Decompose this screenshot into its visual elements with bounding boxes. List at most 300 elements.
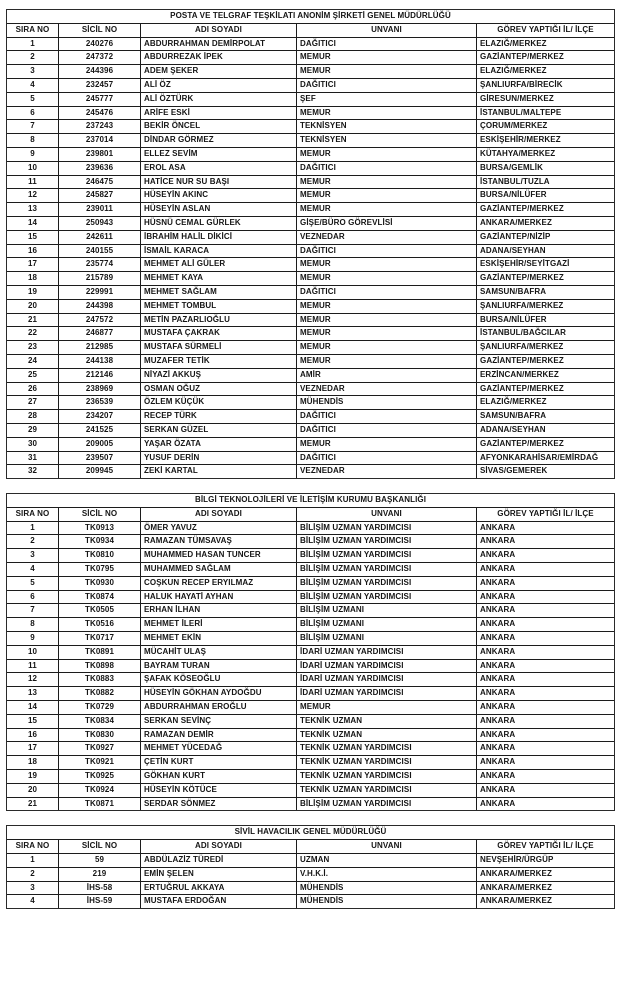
cell-sicil-no: 59 — [59, 854, 141, 868]
cell-unvani: TEKNİSYEN — [297, 134, 477, 148]
cell-gorev-il-ilce: GAZİANTEP/MERKEZ — [477, 382, 615, 396]
cell-gorev-il-ilce: ANKARA/MERKEZ — [477, 895, 615, 909]
cell-gorev-il-ilce: GAZİANTEP/MERKEZ — [477, 354, 615, 368]
table-row — [7, 714, 615, 728]
cell-sicil-no: TK0927 — [59, 742, 141, 756]
cell-sira-no: 2 — [7, 51, 59, 65]
table-row — [7, 161, 615, 175]
cell-sicil-no: 238969 — [59, 382, 141, 396]
cell-unvani: MÜHENDİS — [297, 881, 477, 895]
cell-unvani: MEMUR — [297, 175, 477, 189]
cell-sicil-no: 219 — [59, 867, 141, 881]
cell-sicil-no: 229991 — [59, 285, 141, 299]
cell-sira-no: 21 — [7, 313, 59, 327]
table-row — [7, 645, 615, 659]
cell-sicil-no: 239636 — [59, 161, 141, 175]
cell-sira-no: 7 — [7, 604, 59, 618]
cell-gorev-il-ilce: ANKARA — [477, 618, 615, 632]
cell-gorev-il-ilce: GAZİANTEP/MERKEZ — [477, 272, 615, 286]
cell-unvani: MEMUR — [297, 189, 477, 203]
cell-sicil-no: TK0874 — [59, 590, 141, 604]
cell-sicil-no: 245827 — [59, 189, 141, 203]
cell-sicil-no: 235774 — [59, 258, 141, 272]
cell-unvani: İDARİ UZMAN YARDIMCISI — [297, 645, 477, 659]
cell-gorev-il-ilce: ANKARA — [477, 576, 615, 590]
cell-unvani: BİLİŞİM UZMAN YARDIMCISI — [297, 535, 477, 549]
cell-adi-soyadi: METİN PAZARLIOĞLU — [141, 313, 297, 327]
column-header-adi-soyadi: ADI SOYADI — [141, 840, 297, 854]
cell-adi-soyadi: ZEKİ KARTAL — [141, 465, 297, 479]
cell-sira-no: 17 — [7, 742, 59, 756]
cell-sira-no: 3 — [7, 65, 59, 79]
cell-sicil-no: 215789 — [59, 272, 141, 286]
cell-sicil-no: 245777 — [59, 92, 141, 106]
cell-sicil-no: 212985 — [59, 341, 141, 355]
cell-sira-no: 26 — [7, 382, 59, 396]
table-row — [7, 327, 615, 341]
cell-unvani: TEKNİK UZMAN — [297, 714, 477, 728]
cell-sicil-no: 247372 — [59, 51, 141, 65]
cell-unvani: BİLİŞİM UZMANI — [297, 632, 477, 646]
table-row — [7, 65, 615, 79]
cell-unvani: VEZNEDAR — [297, 465, 477, 479]
cell-gorev-il-ilce: ANKARA — [477, 645, 615, 659]
cell-adi-soyadi: COŞKUN RECEP ERYILMAZ — [141, 576, 297, 590]
cell-gorev-il-ilce: BURSA/GEMLİK — [477, 161, 615, 175]
cell-sicil-no: TK0925 — [59, 770, 141, 784]
cell-unvani: İDARİ UZMAN YARDIMCISI — [297, 659, 477, 673]
table-ptt-genel-mudurlugu — [6, 9, 615, 479]
cell-sicil-no: 212146 — [59, 368, 141, 382]
cell-unvani: V.H.K.İ. — [297, 867, 477, 881]
cell-sicil-no: TK0505 — [59, 604, 141, 618]
cell-unvani: TEKNİK UZMAN — [297, 728, 477, 742]
cell-unvani: MEMUR — [297, 313, 477, 327]
cell-gorev-il-ilce: ANKARA — [477, 632, 615, 646]
table-row — [7, 881, 615, 895]
cell-gorev-il-ilce: BURSA/NİLÜFER — [477, 313, 615, 327]
cell-unvani: BİLİŞİM UZMAN YARDIMCISI — [297, 563, 477, 577]
table-row — [7, 189, 615, 203]
cell-unvani: GİŞE/BÜRO GÖREVLİSİ — [297, 216, 477, 230]
cell-sicil-no: TK0921 — [59, 756, 141, 770]
cell-unvani: DAĞITICI — [297, 451, 477, 465]
table-row — [7, 563, 615, 577]
cell-sira-no: 5 — [7, 576, 59, 590]
table-row — [7, 770, 615, 784]
table-row — [7, 313, 615, 327]
column-header-sicil-no: SİCİL NO — [59, 840, 141, 854]
cell-unvani: AMİR — [297, 368, 477, 382]
table-row — [7, 854, 615, 868]
cell-sicil-no: TK0871 — [59, 797, 141, 811]
cell-sicil-no: TK0516 — [59, 618, 141, 632]
cell-sira-no: 23 — [7, 341, 59, 355]
cell-unvani: DAĞITICI — [297, 285, 477, 299]
table-row — [7, 285, 615, 299]
cell-adi-soyadi: ABDURREZAK İPEK — [141, 51, 297, 65]
table-row — [7, 783, 615, 797]
table-row — [7, 701, 615, 715]
cell-adi-soyadi: ADEM ŞEKER — [141, 65, 297, 79]
table-row — [7, 299, 615, 313]
cell-sira-no: 17 — [7, 258, 59, 272]
table-row — [7, 673, 615, 687]
column-header-sira-no: SIRA NO — [7, 840, 59, 854]
table-row — [7, 437, 615, 451]
column-header-unvani: UNVANI — [297, 840, 477, 854]
cell-adi-soyadi: YUSUF DERİN — [141, 451, 297, 465]
cell-sicil-no: TK0934 — [59, 535, 141, 549]
table-row — [7, 590, 615, 604]
cell-unvani: MEMUR — [297, 51, 477, 65]
cell-unvani: MEMUR — [297, 341, 477, 355]
cell-adi-soyadi: HÜSNÜ CEMAL GÜRLEK — [141, 216, 297, 230]
header-row — [7, 23, 615, 37]
cell-unvani: DAĞITICI — [297, 410, 477, 424]
cell-unvani: MEMUR — [297, 147, 477, 161]
cell-adi-soyadi: İSMAİL KARACA — [141, 244, 297, 258]
cell-sira-no: 13 — [7, 203, 59, 217]
cell-gorev-il-ilce: ANKARA — [477, 590, 615, 604]
table-sivil-havacilik — [6, 825, 615, 909]
header-row — [7, 840, 615, 854]
cell-sicil-no: İHS-59 — [59, 895, 141, 909]
cell-sicil-no: 242611 — [59, 230, 141, 244]
cell-sira-no: 32 — [7, 465, 59, 479]
cell-gorev-il-ilce: ANKARA — [477, 770, 615, 784]
cell-sira-no: 20 — [7, 783, 59, 797]
column-header-unvani: UNVANI — [297, 23, 477, 37]
cell-adi-soyadi: MUSTAFA SÜRMELİ — [141, 341, 297, 355]
cell-sira-no: 16 — [7, 244, 59, 258]
cell-adi-soyadi: SERKAN SEVİNÇ — [141, 714, 297, 728]
column-header-gorev-il-ilce: GÖREV YAPTIĞI İL/ İLÇE — [477, 840, 615, 854]
cell-sira-no: 16 — [7, 728, 59, 742]
cell-adi-soyadi: RECEP TÜRK — [141, 410, 297, 424]
cell-sira-no: 19 — [7, 770, 59, 784]
table-row — [7, 120, 615, 134]
cell-unvani: DAĞITICI — [297, 161, 477, 175]
cell-unvani: MEMUR — [297, 272, 477, 286]
cell-sira-no: 8 — [7, 134, 59, 148]
cell-sira-no: 10 — [7, 161, 59, 175]
table-row — [7, 272, 615, 286]
cell-adi-soyadi: ABDÜLAZİZ TÜREDİ — [141, 854, 297, 868]
cell-adi-soyadi: ABDURRAHMAN EROĞLU — [141, 701, 297, 715]
cell-adi-soyadi: MUSTAFA ERDOĞAN — [141, 895, 297, 909]
cell-sira-no: 22 — [7, 327, 59, 341]
table-row — [7, 687, 615, 701]
cell-unvani: MEMUR — [297, 258, 477, 272]
cell-sicil-no: İHS-58 — [59, 881, 141, 895]
cell-sicil-no: 246877 — [59, 327, 141, 341]
cell-gorev-il-ilce: ESKİŞEHİR/SEYİTGAZİ — [477, 258, 615, 272]
cell-sicil-no: 232457 — [59, 78, 141, 92]
cell-gorev-il-ilce: GAZİANTEP/MERKEZ — [477, 51, 615, 65]
cell-adi-soyadi: MUHAMMED HASAN TUNCER — [141, 549, 297, 563]
cell-gorev-il-ilce: AFYONKARAHİSAR/EMİRDAĞ — [477, 451, 615, 465]
cell-adi-soyadi: ÖMER YAVUZ — [141, 521, 297, 535]
table-row — [7, 203, 615, 217]
cell-sira-no: 25 — [7, 368, 59, 382]
cell-sicil-no: 209945 — [59, 465, 141, 479]
table-row — [7, 244, 615, 258]
cell-gorev-il-ilce: ANKARA — [477, 742, 615, 756]
cell-gorev-il-ilce: SİVAS/GEMEREK — [477, 465, 615, 479]
cell-unvani: İDARİ UZMAN YARDIMCISI — [297, 687, 477, 701]
table-row — [7, 423, 615, 437]
column-header-adi-soyadi: ADI SOYADI — [141, 507, 297, 521]
cell-adi-soyadi: SERDAR SÖNMEZ — [141, 797, 297, 811]
cell-sira-no: 4 — [7, 895, 59, 909]
table-row — [7, 756, 615, 770]
cell-sicil-no: 209005 — [59, 437, 141, 451]
cell-unvani: MEMUR — [297, 106, 477, 120]
cell-sira-no: 7 — [7, 120, 59, 134]
cell-adi-soyadi: MÜCAHİT ULAŞ — [141, 645, 297, 659]
cell-sira-no: 30 — [7, 437, 59, 451]
cell-sicil-no: 239011 — [59, 203, 141, 217]
cell-unvani: VEZNEDAR — [297, 382, 477, 396]
cell-adi-soyadi: ERTUĞRUL AKKAYA — [141, 881, 297, 895]
column-header-gorev-il-ilce: GÖREV YAPTIĞI İL/ İLÇE — [477, 507, 615, 521]
cell-sira-no: 14 — [7, 216, 59, 230]
cell-sira-no: 21 — [7, 797, 59, 811]
cell-unvani: MEMUR — [297, 299, 477, 313]
table-row — [7, 465, 615, 479]
cell-sira-no: 13 — [7, 687, 59, 701]
cell-unvani: TEKNİK UZMAN YARDIMCISI — [297, 770, 477, 784]
table-row — [7, 175, 615, 189]
cell-gorev-il-ilce: SAMSUN/BAFRA — [477, 410, 615, 424]
cell-unvani: MEMUR — [297, 437, 477, 451]
cell-unvani: TEKNİK UZMAN YARDIMCISI — [297, 756, 477, 770]
cell-gorev-il-ilce: ANKARA — [477, 659, 615, 673]
cell-adi-soyadi: DİNDAR GÖRMEZ — [141, 134, 297, 148]
cell-adi-soyadi: HALUK HAYATİ AYHAN — [141, 590, 297, 604]
cell-sicil-no: TK0913 — [59, 521, 141, 535]
cell-adi-soyadi: MEHMET İLERİ — [141, 618, 297, 632]
cell-sicil-no: TK0834 — [59, 714, 141, 728]
table-row — [7, 258, 615, 272]
column-header-unvani: UNVANI — [297, 507, 477, 521]
cell-sicil-no: TK0830 — [59, 728, 141, 742]
cell-sicil-no: TK0883 — [59, 673, 141, 687]
cell-gorev-il-ilce: ANKARA — [477, 521, 615, 535]
column-header-sira-no: SIRA NO — [7, 507, 59, 521]
table-row — [7, 396, 615, 410]
cell-unvani: UZMAN — [297, 854, 477, 868]
table-row — [7, 576, 615, 590]
cell-gorev-il-ilce: ELAZIĞ/MERKEZ — [477, 396, 615, 410]
cell-gorev-il-ilce: ŞANLIURFA/MERKEZ — [477, 299, 615, 313]
cell-adi-soyadi: NİYAZİ AKKUŞ — [141, 368, 297, 382]
cell-unvani: İDARİ UZMAN YARDIMCISI — [297, 673, 477, 687]
cell-gorev-il-ilce: GAZİANTEP/MERKEZ — [477, 203, 615, 217]
cell-gorev-il-ilce: ELAZIĞ/MERKEZ — [477, 65, 615, 79]
cell-sira-no: 6 — [7, 106, 59, 120]
cell-sicil-no: 244138 — [59, 354, 141, 368]
cell-adi-soyadi: EMİN ŞELEN — [141, 867, 297, 881]
column-header-sicil-no: SİCİL NO — [59, 23, 141, 37]
column-header-adi-soyadi: ADI SOYADI — [141, 23, 297, 37]
cell-gorev-il-ilce: İSTANBUL/TUZLA — [477, 175, 615, 189]
cell-sicil-no: 240155 — [59, 244, 141, 258]
cell-unvani: DAĞITICI — [297, 423, 477, 437]
cell-sicil-no: TK0729 — [59, 701, 141, 715]
table-row — [7, 230, 615, 244]
cell-sira-no: 12 — [7, 189, 59, 203]
cell-sira-no: 9 — [7, 632, 59, 646]
cell-sicil-no: 240276 — [59, 37, 141, 51]
cell-gorev-il-ilce: BURSA/NİLÜFER — [477, 189, 615, 203]
cell-gorev-il-ilce: ANKARA/MERKEZ — [477, 881, 615, 895]
table-title: SİVİL HAVACILIK GENEL MÜDÜRLÜĞÜ — [7, 826, 615, 840]
table-row — [7, 867, 615, 881]
table-title: POSTA VE TELGRAF TEŞKİLATI ANONİM ŞİRKETİ GENEL MÜDÜRLÜĞÜ — [7, 10, 615, 24]
cell-gorev-il-ilce: ANKARA — [477, 728, 615, 742]
cell-gorev-il-ilce: GAZİANTEP/MERKEZ — [477, 437, 615, 451]
cell-sira-no: 24 — [7, 354, 59, 368]
cell-sira-no: 19 — [7, 285, 59, 299]
cell-sicil-no: TK0810 — [59, 549, 141, 563]
cell-adi-soyadi: MEHMET EKİN — [141, 632, 297, 646]
cell-sira-no: 2 — [7, 535, 59, 549]
cell-sira-no: 12 — [7, 673, 59, 687]
cell-sicil-no: 237243 — [59, 120, 141, 134]
cell-adi-soyadi: ALİ ÖZ — [141, 78, 297, 92]
cell-unvani: MEMUR — [297, 701, 477, 715]
cell-sira-no: 18 — [7, 756, 59, 770]
cell-gorev-il-ilce: NEVŞEHİR/ÜRGÜP — [477, 854, 615, 868]
cell-sicil-no: 239507 — [59, 451, 141, 465]
cell-adi-soyadi: RAMAZAN TÜMSAVAŞ — [141, 535, 297, 549]
cell-adi-soyadi: HATİCE NUR SU BAŞI — [141, 175, 297, 189]
cell-adi-soyadi: ŞAFAK KÖSEOĞLU — [141, 673, 297, 687]
cell-sira-no: 10 — [7, 645, 59, 659]
cell-sicil-no: 245476 — [59, 106, 141, 120]
table-row — [7, 451, 615, 465]
cell-unvani: TEKNİSYEN — [297, 120, 477, 134]
cell-gorev-il-ilce: ERZİNCAN/MERKEZ — [477, 368, 615, 382]
cell-unvani: BİLİŞİM UZMAN YARDIMCISI — [297, 576, 477, 590]
cell-gorev-il-ilce: ÇORUM/MERKEZ — [477, 120, 615, 134]
table-row — [7, 51, 615, 65]
table-row — [7, 618, 615, 632]
cell-sira-no: 3 — [7, 549, 59, 563]
cell-sira-no: 3 — [7, 881, 59, 895]
cell-gorev-il-ilce: ANKARA — [477, 783, 615, 797]
table-row — [7, 106, 615, 120]
table-row — [7, 382, 615, 396]
cell-sira-no: 18 — [7, 272, 59, 286]
cell-gorev-il-ilce: ELAZIĞ/MERKEZ — [477, 37, 615, 51]
cell-sira-no: 20 — [7, 299, 59, 313]
cell-unvani: DAĞITICI — [297, 37, 477, 51]
cell-sicil-no: TK0898 — [59, 659, 141, 673]
cell-sira-no: 28 — [7, 410, 59, 424]
cell-sira-no: 31 — [7, 451, 59, 465]
cell-unvani: DAĞITICI — [297, 244, 477, 258]
cell-gorev-il-ilce: ŞANLIURFA/MERKEZ — [477, 341, 615, 355]
cell-unvani: DAĞITICI — [297, 78, 477, 92]
cell-gorev-il-ilce: ANKARA — [477, 714, 615, 728]
table-row — [7, 535, 615, 549]
cell-sira-no: 1 — [7, 854, 59, 868]
cell-sira-no: 1 — [7, 37, 59, 51]
cell-unvani: BİLİŞİM UZMAN YARDIMCISI — [297, 590, 477, 604]
table-row — [7, 604, 615, 618]
cell-gorev-il-ilce: ANKARA — [477, 673, 615, 687]
table-row — [7, 354, 615, 368]
cell-sicil-no: 244396 — [59, 65, 141, 79]
cell-adi-soyadi: ERHAN İLHAN — [141, 604, 297, 618]
cell-sira-no: 11 — [7, 175, 59, 189]
cell-gorev-il-ilce: SAMSUN/BAFRA — [477, 285, 615, 299]
cell-sicil-no: 246475 — [59, 175, 141, 189]
cell-sicil-no: 234207 — [59, 410, 141, 424]
cell-adi-soyadi: YAŞAR ÖZATA — [141, 437, 297, 451]
cell-gorev-il-ilce: ANKARA — [477, 604, 615, 618]
cell-sira-no: 27 — [7, 396, 59, 410]
cell-adi-soyadi: MUHAMMED SAĞLAM — [141, 563, 297, 577]
cell-sira-no: 2 — [7, 867, 59, 881]
cell-gorev-il-ilce: KÜTAHYA/MERKEZ — [477, 147, 615, 161]
table-row — [7, 37, 615, 51]
cell-gorev-il-ilce: ŞANLIURFA/BİRECİK — [477, 78, 615, 92]
cell-sicil-no: TK0795 — [59, 563, 141, 577]
cell-adi-soyadi: MEHMET ALİ GÜLER — [141, 258, 297, 272]
cell-sicil-no: 241525 — [59, 423, 141, 437]
column-header-gorev-il-ilce: GÖREV YAPTIĞI İL/ İLÇE — [477, 23, 615, 37]
cell-unvani: MÜHENDİS — [297, 396, 477, 410]
cell-gorev-il-ilce: ANKARA/MERKEZ — [477, 867, 615, 881]
cell-sira-no: 4 — [7, 563, 59, 577]
cell-unvani: MÜHENDİS — [297, 895, 477, 909]
table-row — [7, 742, 615, 756]
cell-adi-soyadi: MUZAFER TETİK — [141, 354, 297, 368]
table-row — [7, 216, 615, 230]
cell-gorev-il-ilce: ADANA/SEYHAN — [477, 423, 615, 437]
cell-sira-no: 5 — [7, 92, 59, 106]
cell-unvani: TEKNİK UZMAN YARDIMCISI — [297, 742, 477, 756]
cell-gorev-il-ilce: ANKARA — [477, 797, 615, 811]
cell-unvani: BİLİŞİM UZMAN YARDIMCISI — [297, 549, 477, 563]
cell-adi-soyadi: EROL ASA — [141, 161, 297, 175]
cell-sira-no: 15 — [7, 230, 59, 244]
cell-adi-soyadi: GÖKHAN KURT — [141, 770, 297, 784]
cell-adi-soyadi: HÜSEYİN GÖKHAN AYDOĞDU — [141, 687, 297, 701]
cell-adi-soyadi: RAMAZAN DEMİR — [141, 728, 297, 742]
cell-sicil-no: TK0882 — [59, 687, 141, 701]
table-row — [7, 632, 615, 646]
cell-unvani: BİLİŞİM UZMANI — [297, 618, 477, 632]
cell-adi-soyadi: HÜSEYİN ASLAN — [141, 203, 297, 217]
cell-sicil-no: 239801 — [59, 147, 141, 161]
cell-sira-no: 11 — [7, 659, 59, 673]
table-row — [7, 341, 615, 355]
table-row — [7, 521, 615, 535]
table-row — [7, 368, 615, 382]
table-row — [7, 728, 615, 742]
cell-gorev-il-ilce: İSTANBUL/MALTEPE — [477, 106, 615, 120]
cell-gorev-il-ilce: ESKİŞEHİR/MERKEZ — [477, 134, 615, 148]
cell-adi-soyadi: İBRAHİM HALİL DİKİCİ — [141, 230, 297, 244]
cell-gorev-il-ilce: ANKARA — [477, 756, 615, 770]
cell-gorev-il-ilce: ANKARA — [477, 535, 615, 549]
table-row — [7, 410, 615, 424]
